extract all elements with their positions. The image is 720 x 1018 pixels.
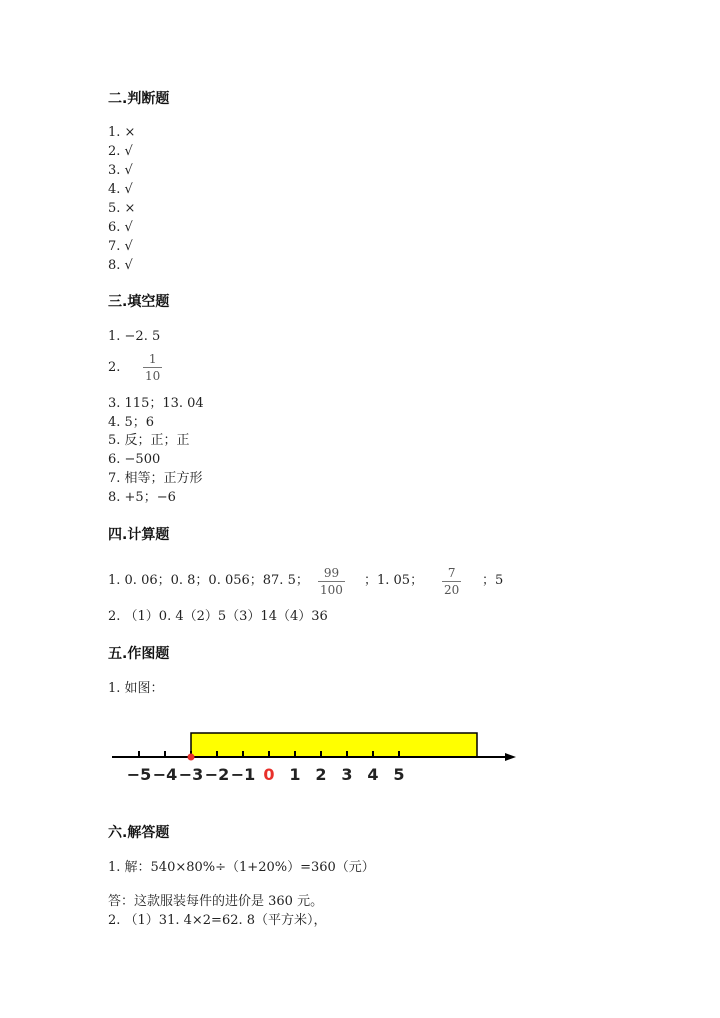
section-title-judgement: 二.判断题 [108,91,170,107]
section-title-calculation: 四.计算题 [108,527,170,543]
judgement-item: 2. √ [108,144,133,159]
calc-line-2: 2. （1）0. 4（2）5（3）14（4）36 [108,609,328,624]
fraction-denominator: 100 [320,583,343,597]
number-line-tick-label: 0 [263,765,275,784]
fraction [143,352,162,383]
judgement-item: 4. √ [108,182,133,197]
number-line-tick-label: −2 [204,765,230,784]
fill-blank-item-prefix: 2. [108,360,121,375]
number-line-tick-label: 5 [393,765,405,784]
solution-answer: 答：这款服装每件的进价是 360 元。 [108,894,324,909]
judgement-item: 5. × [108,201,136,216]
fill-blank-item: 1. −2. 5 [108,329,161,344]
fill-blank-item: 8. +5；−6 [108,490,176,505]
fill-blank-item: 4. 5；6 [108,415,155,430]
fill-blank-item: 5. 反；正；正 [108,433,190,448]
fraction-numerator: 7 [447,566,456,580]
number-line-figure [0,720,720,810]
fraction [442,566,461,597]
fraction-bar [318,581,345,582]
number-line-tick-label: −4 [152,765,178,784]
solution-item: 2. （1）31. 4×2=62. 8（平方米）， [108,913,327,928]
fill-blank-item: 7. 相等；正方形 [108,471,203,486]
calc-line-1-part-a: 1. 0. 06；0. 8；0. 056；87. 5； [108,573,309,588]
number-line-tick-label: 3 [341,765,353,784]
judgement-item: 8. √ [108,258,133,273]
section-title-drawing: 五.作图题 [108,646,170,662]
fraction-bar [442,581,461,582]
drawing-item: 1. 如图： [108,681,164,696]
judgement-item: 7. √ [108,239,133,254]
calc-line-1-part-c: ；5 [482,573,504,588]
fill-blank-item: 3. 115；13. 04 [108,396,204,411]
number-line-tick-label: −3 [178,765,204,784]
number-line-tick-label: −1 [230,765,256,784]
highlight-range-box [191,733,477,757]
fraction-numerator: 1 [148,352,157,366]
section-title-solutions: 六.解答题 [108,825,170,841]
judgement-item: 3. √ [108,163,133,178]
number-line-tick-label: 1 [289,765,301,784]
fraction [318,566,345,597]
fraction-denominator: 20 [444,583,460,597]
section-title-fill-blank: 三.填空题 [108,294,170,310]
fraction-denominator: 10 [145,369,161,383]
number-line-tick-label: 4 [367,765,379,784]
number-line-tick-label: 2 [315,765,327,784]
judgement-item: 6. √ [108,220,133,235]
judgement-item: 1. × [108,125,136,140]
solution-item: 1. 解：540×80%÷（1+20%）=360（元） [108,860,375,875]
fill-blank-item: 6. −500 [108,452,161,467]
fraction-bar [143,367,162,368]
fraction-numerator: 99 [323,566,340,580]
calc-line-1-part-b: ；1. 05； [364,573,424,588]
start-point-marker [188,754,195,761]
number-line-tick-label: −5 [126,765,152,784]
arrow-head-icon [505,753,516,761]
